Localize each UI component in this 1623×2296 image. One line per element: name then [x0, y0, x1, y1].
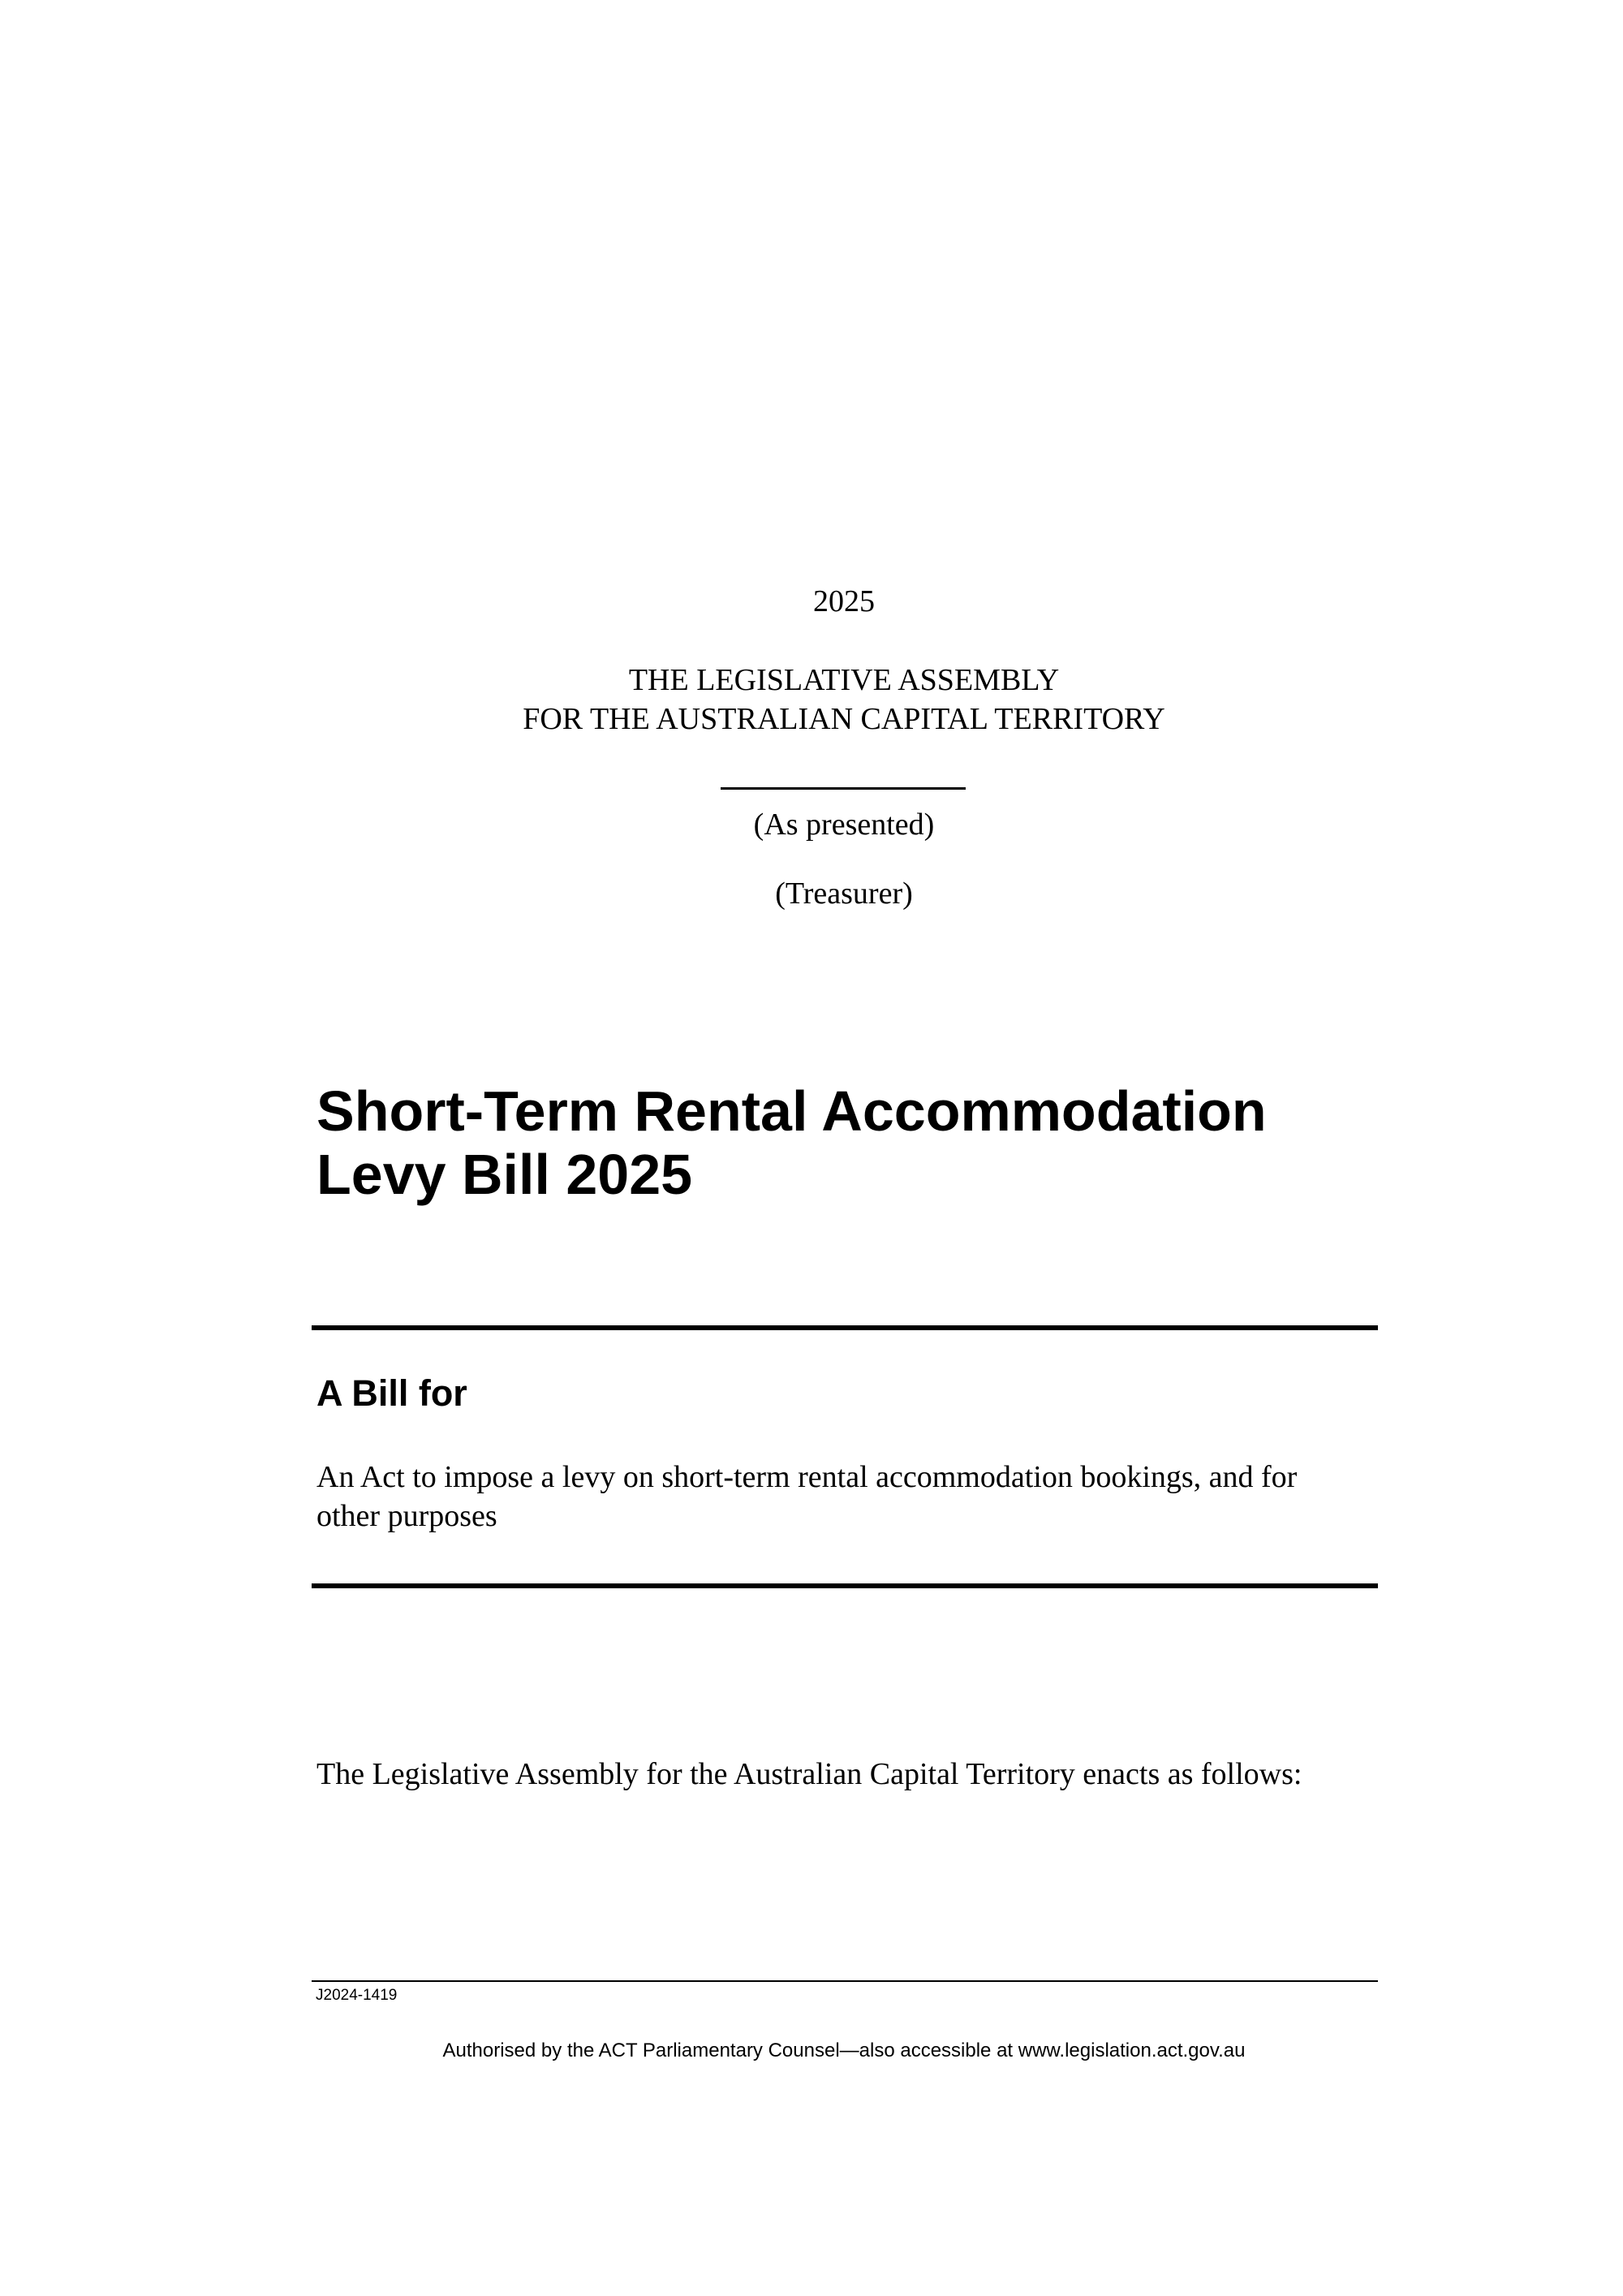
header-divider — [721, 787, 966, 790]
bill-presenter: (Treasurer) — [775, 877, 913, 911]
bill-title-line-1: Short-Term Rental Accommodation — [316, 1079, 1267, 1143]
assembly-name — [0, 661, 1623, 739]
document-id: J2024-1419 — [316, 1987, 398, 2004]
long-title-bottom-rule — [312, 1583, 1378, 1588]
long-title-line-1: An Act to impose a levy on short-term rental accommodation bookings, and for — [316, 1460, 1298, 1494]
enacting-formula: The Legislative Assembly for the Australian Capital Territory enacts as follows: — [316, 1757, 1302, 1791]
assembly-name-line-2: FOR THE AUSTRALIAN CAPITAL TERRITORY — [523, 702, 1165, 736]
bill-title-line-2: Levy Bill 2025 — [316, 1143, 693, 1206]
bill-for-heading: A Bill for — [316, 1372, 467, 1414]
assembly-name-line-1: THE LEGISLATIVE ASSEMBLY — [628, 663, 1060, 697]
footer-rule — [312, 1980, 1378, 1982]
bill-title — [316, 1079, 1388, 1206]
authorisation-notice: Authorised by the ACT Parliamentary Counsel—also accessible at www.legislation.act.gov.au — [442, 2040, 1246, 2061]
long-title-top-rule — [312, 1325, 1378, 1330]
bill-year: 2025 — [813, 584, 875, 618]
bill-status: (As presented) — [753, 808, 935, 842]
long-title-line-2: other purposes — [316, 1499, 497, 1533]
long-title — [316, 1458, 1388, 1536]
